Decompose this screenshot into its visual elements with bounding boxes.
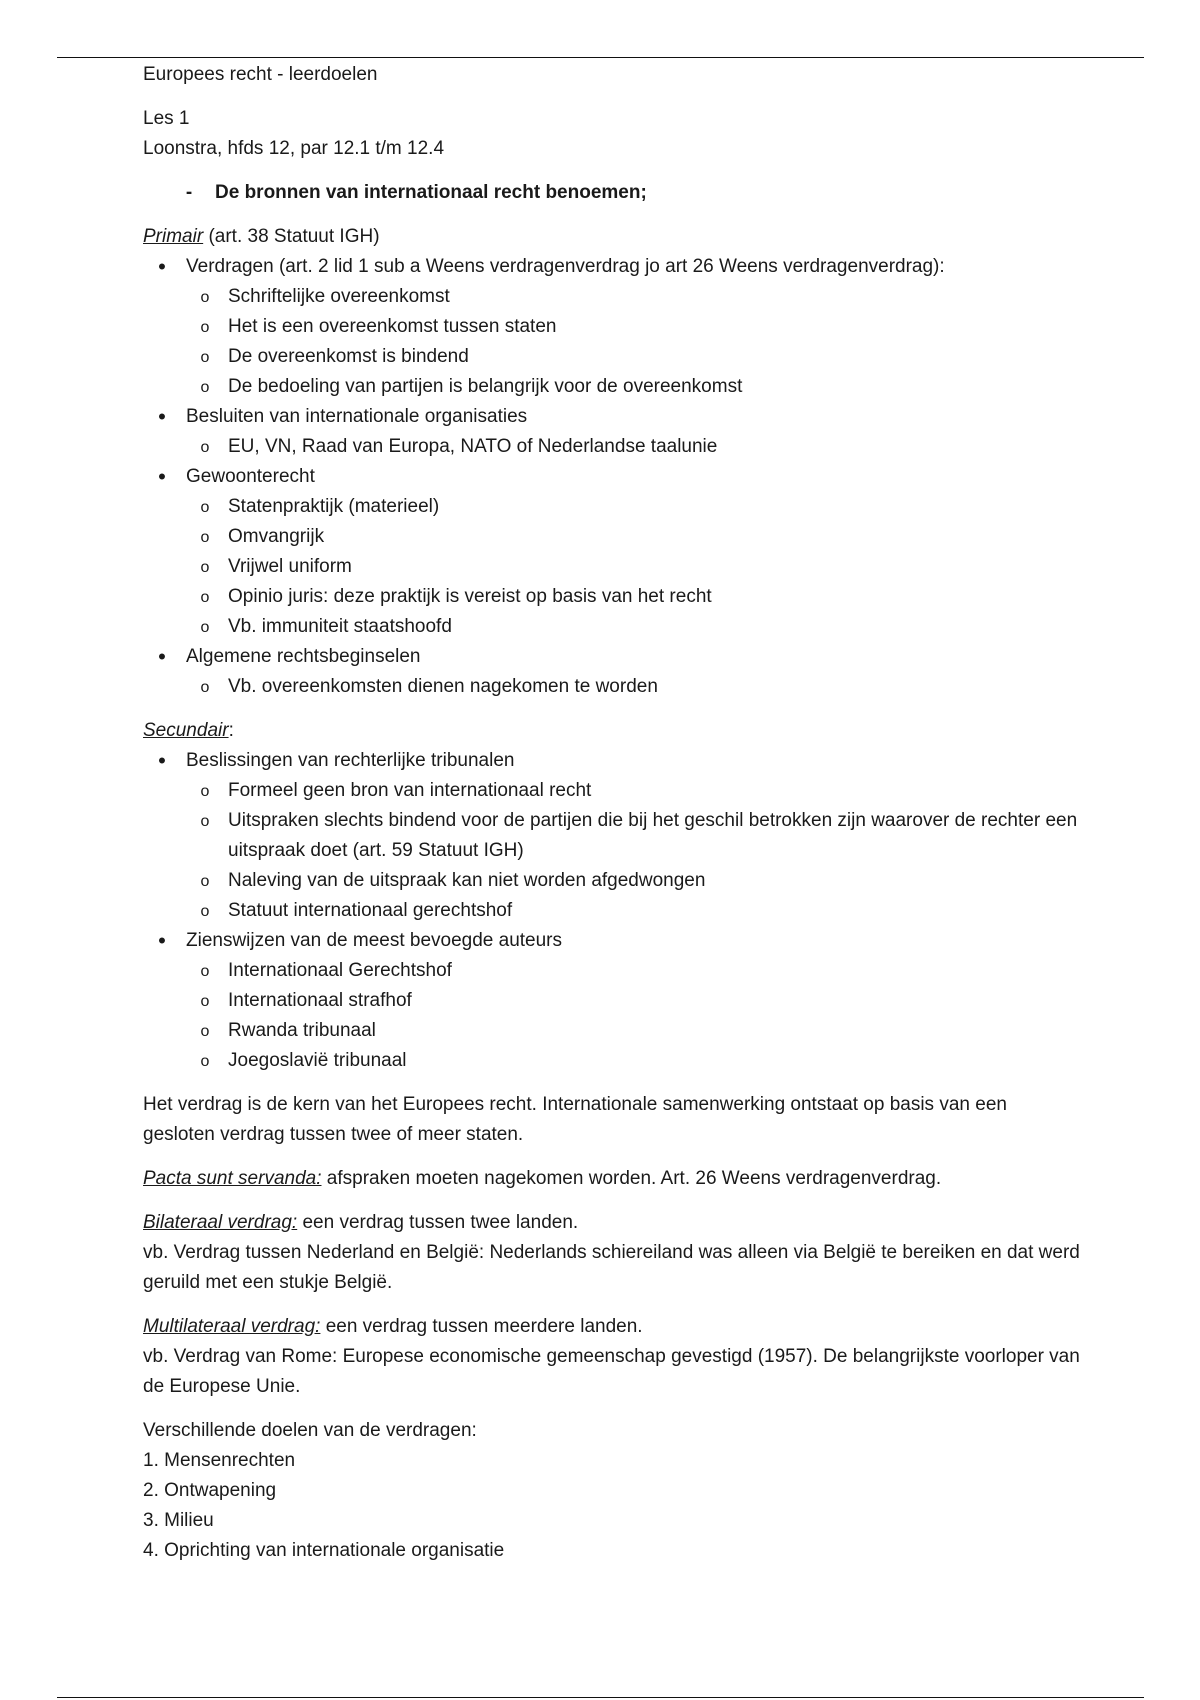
sub-list-item: [186, 866, 1083, 896]
document-body: [143, 60, 1083, 1566]
multilateraal-term: Multilateraal verdrag:: [143, 1316, 321, 1337]
sub-item-text: Formeel geen bron van internationaal recht: [228, 780, 592, 801]
secundair-heading: [143, 716, 1083, 746]
circle-bullet-icon: [195, 956, 215, 987]
sub-item-text: Omvangrijk: [228, 526, 325, 547]
sub-list-item: [186, 282, 1083, 312]
circle-bullet-icon: [195, 776, 215, 807]
list-item: [143, 252, 1083, 402]
list-item-text: Beslissingen van rechterlijke tribunalen: [186, 750, 515, 771]
sub-list-item: [186, 552, 1083, 582]
footer-rule: [57, 1697, 1144, 1698]
circle-bullet-icon: [195, 492, 215, 523]
sub-list: [186, 492, 1083, 642]
primair-suffix: (art. 38 Statuut IGH): [203, 226, 380, 247]
doelen-item: 4. Oprichting van internationale organisatie: [143, 1540, 505, 1561]
sub-list: [186, 956, 1083, 1076]
learning-goal: [143, 178, 1083, 208]
reading-reference: Loonstra, hfds 12, par 12.1 t/m 12.4: [143, 138, 445, 159]
sub-list-item: [186, 612, 1083, 642]
doelen-item: 2. Ontwapening: [143, 1480, 277, 1501]
doelen-item: 1. Mensenrechten: [143, 1450, 296, 1471]
circle-bullet-icon: [195, 342, 215, 373]
bullet-icon: [152, 746, 172, 778]
lesson-label: Les 1: [143, 108, 190, 129]
sub-list: [186, 432, 1083, 462]
bilateraal-definition: [143, 1208, 1083, 1238]
sub-item-text: Statuut internationaal gerechtshof: [228, 900, 513, 921]
list-item-text: Algemene rechtsbeginselen: [186, 646, 421, 667]
list-item: [143, 462, 1083, 642]
sub-list-item: [186, 342, 1083, 372]
circle-bullet-icon: [195, 552, 215, 583]
bullet-icon: [152, 642, 172, 674]
bilateraal-text: een verdrag tussen twee landen.: [297, 1212, 579, 1233]
sub-item-text: Internationaal strafhof: [228, 990, 412, 1011]
list-item-text: Besluiten van internationale organisaties: [186, 406, 528, 427]
circle-bullet-icon: [195, 582, 215, 613]
sub-list-item: [186, 986, 1083, 1016]
doelen-item: 3. Milieu: [143, 1510, 214, 1531]
document-title: Europees recht - leerdoelen: [143, 64, 378, 85]
circle-bullet-icon: [195, 1016, 215, 1047]
circle-bullet-icon: [195, 1046, 215, 1077]
sub-item-text: Schriftelijke overeenkomst: [228, 286, 450, 307]
doelen-heading: Verschillende doelen van de verdragen:: [143, 1420, 477, 1441]
sub-list-item: [186, 776, 1083, 806]
circle-bullet-icon: [195, 806, 215, 837]
sub-item-text: Internationaal Gerechtshof: [228, 960, 452, 981]
dash-marker: [179, 178, 199, 208]
bullet-icon: [152, 926, 172, 958]
sub-item-text: Vrijwel uniform: [228, 556, 352, 577]
sub-list-item: [186, 492, 1083, 522]
sub-item-text: Naleving van de uitspraak kan niet worden afgedwongen: [228, 870, 706, 891]
circle-bullet-icon: [195, 672, 215, 703]
multilateraal-text: een verdrag tussen meerdere landen.: [320, 1316, 643, 1337]
sub-item-text: Vb. overeenkomsten dienen nagekomen te worden: [228, 676, 658, 697]
sub-list-item: [186, 372, 1083, 402]
sub-item-text: Opinio juris: deze praktijk is vereist op basis van het recht: [228, 586, 712, 607]
sub-list-item: [186, 582, 1083, 612]
list-item: [143, 926, 1083, 1076]
sub-list-item: [186, 672, 1083, 702]
sub-list-item: [186, 956, 1083, 986]
circle-bullet-icon: [195, 896, 215, 927]
bilateraal-example: vb. Verdrag tussen Nederland en België: Nederlands schiereiland was alleen via België te bereiken en dat werd geruild met een stukje België.: [143, 1242, 1080, 1293]
sub-list: [186, 672, 1083, 702]
list-item-text: Gewoonterecht: [186, 466, 315, 487]
header-rule: [57, 57, 1144, 58]
list-item: [143, 642, 1083, 702]
sub-list-item: [186, 1016, 1083, 1046]
circle-bullet-icon: [195, 372, 215, 403]
list-item: [143, 402, 1083, 462]
sub-list: [186, 282, 1083, 402]
circle-bullet-icon: [195, 282, 215, 313]
sub-list-item: [186, 522, 1083, 552]
bilateraal-term: Bilateraal verdrag:: [143, 1212, 298, 1233]
sub-item-text: Rwanda tribunaal: [228, 1020, 376, 1041]
multilateraal-definition: [143, 1312, 1083, 1342]
primair-list: [143, 252, 1083, 702]
sub-list-item: [186, 806, 1083, 866]
sub-item-text: Joegoslavië tribunaal: [228, 1050, 407, 1071]
pacta-text: afspraken moeten nagekomen worden. Art. 26 Weens verdragenverdrag.: [321, 1168, 942, 1189]
circle-bullet-icon: [195, 986, 215, 1017]
circle-bullet-icon: [195, 522, 215, 553]
secundair-list: [143, 746, 1083, 1076]
list-item-text: Verdragen (art. 2 lid 1 sub a Weens verdragenverdrag jo art 26 Weens verdragenverdrag):: [186, 256, 945, 277]
secundair-label: Secundair: [143, 720, 229, 741]
primair-label: Primair: [143, 226, 204, 247]
circle-bullet-icon: [195, 866, 215, 897]
secundair-suffix: :: [228, 720, 234, 741]
bullet-icon: [152, 462, 172, 494]
circle-bullet-icon: [195, 612, 215, 643]
sub-item-text: Uitspraken slechts bindend voor de partijen die bij het geschil betrokken zijn waarover de rechter een uitspraak doet (art. 59 Statuut IGH): [228, 810, 1078, 861]
sub-item-text: EU, VN, Raad van Europa, NATO of Nederlandse taalunie: [228, 436, 718, 457]
sub-item-text: Statenpraktijk (materieel): [228, 496, 440, 517]
bullet-icon: [152, 252, 172, 284]
primair-heading: [143, 222, 1083, 252]
circle-bullet-icon: [195, 432, 215, 463]
pacta-definition: [143, 1164, 1083, 1194]
list-item: [143, 746, 1083, 926]
sub-item-text: De overeenkomst is bindend: [228, 346, 469, 367]
sub-list-item: [186, 432, 1083, 462]
sub-list-item: [186, 896, 1083, 926]
sub-list-item: [186, 312, 1083, 342]
sub-list-item: [186, 1046, 1083, 1076]
pacta-term: Pacta sunt servanda:: [143, 1168, 322, 1189]
multilateraal-example: vb. Verdrag van Rome: Europese economische gemeenschap gevestigd (1957). De belangrijkste voorloper van de Europese Unie.: [143, 1346, 1080, 1397]
sub-item-text: Vb. immuniteit staatshoofd: [228, 616, 452, 637]
list-item-text: Zienswijzen van de meest bevoegde auteurs: [186, 930, 563, 951]
bullet-icon: [152, 402, 172, 434]
circle-bullet-icon: [195, 312, 215, 343]
sub-item-text: De bedoeling van partijen is belangrijk voor de overeenkomst: [228, 376, 743, 397]
sub-list: [186, 776, 1083, 926]
learning-goal-text: De bronnen van internationaal recht benoemen;: [215, 182, 647, 203]
sub-item-text: Het is een overeenkomst tussen staten: [228, 316, 557, 337]
paragraph-kern: Het verdrag is de kern van het Europees recht. Internationale samenwerking ontstaat op basis van een gesloten verdrag tussen twee of meer staten.: [143, 1094, 1007, 1145]
